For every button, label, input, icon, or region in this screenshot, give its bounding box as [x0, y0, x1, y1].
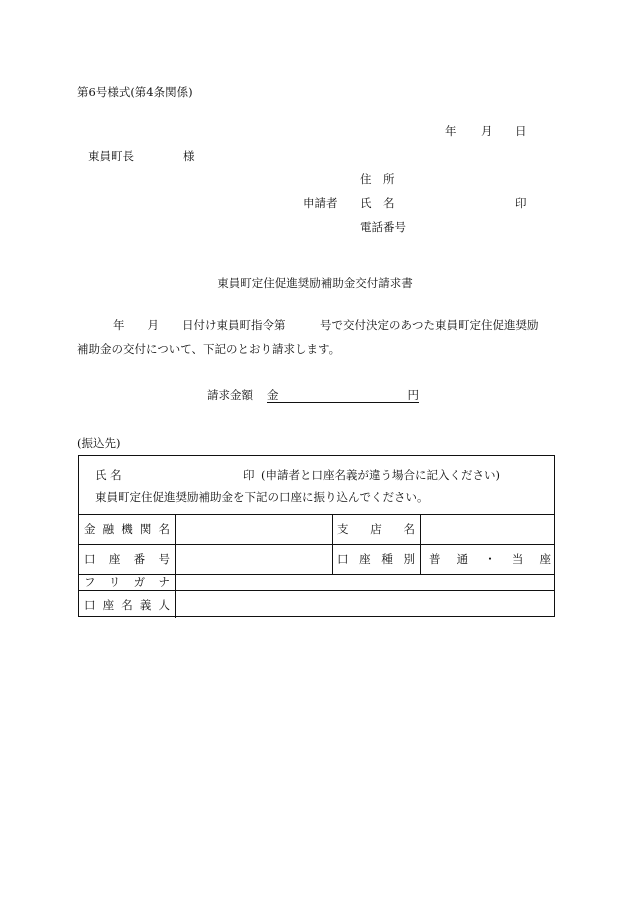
- applicant-label: 申請者: [303, 196, 338, 210]
- transfer-account-table: [78, 455, 555, 617]
- applicant-address-label: 住 所: [360, 172, 395, 186]
- date-month-label: 月: [481, 124, 493, 138]
- furigana-field[interactable]: [176, 575, 555, 590]
- body-text-line-2: 補助金の交付について、下記のとおり請求します。: [77, 342, 341, 356]
- account-type-label: 口 座 種 別: [337, 552, 415, 566]
- claim-amount-field[interactable]: [267, 388, 419, 403]
- transfer-instruction: 東員町定住促進奨励補助金を下記の口座に振り込んでください。: [95, 490, 429, 504]
- transfer-seal-mark: 印: [243, 468, 255, 482]
- branch-name-label: 支 店 名: [337, 522, 415, 536]
- furigana-label: フ リ ガ ナ: [84, 575, 170, 589]
- claim-amount-yen: 円: [407, 388, 419, 402]
- account-holder-field[interactable]: [176, 591, 555, 617]
- bank-name-field[interactable]: [176, 515, 332, 544]
- claim-amount-label: 請求金額: [207, 388, 253, 402]
- account-holder-label: 口 座 名 義 人: [84, 598, 170, 612]
- account-number-field[interactable]: [176, 545, 332, 574]
- bank-name-label: 金 融 機 関 名: [84, 522, 170, 536]
- document-title: 東員町定住促進奨励補助金交付請求書: [217, 276, 413, 290]
- claim-amount-prefix: 金: [267, 388, 279, 402]
- addressee: 東員町長: [88, 149, 134, 163]
- account-type-options[interactable]: 普 通 ・ 当 座: [429, 552, 551, 566]
- applicant-phone-label: 電話番号: [360, 220, 406, 234]
- body-text-line-1: 年 月 日付け東員町指令第 号で交付決定のあつた東員町定住促進奨励: [113, 318, 539, 332]
- date-day-label: 日: [515, 124, 527, 138]
- applicant-seal-mark: 印: [515, 196, 527, 210]
- table-divider: [332, 514, 333, 574]
- transfer-name-label: 氏 名: [95, 468, 122, 482]
- honorific: 様: [183, 149, 195, 163]
- transfer-note: (申請者と口座名義が違う場合に記入ください): [261, 468, 500, 482]
- applicant-name-label: 氏 名: [360, 196, 395, 210]
- form-number: 第6号様式(第4条関係): [77, 85, 193, 99]
- account-number-label: 口 座 番 号: [84, 552, 170, 566]
- transfer-destination-label: (振込先): [77, 436, 121, 450]
- date-year-label: 年: [445, 124, 457, 138]
- branch-name-field[interactable]: [421, 515, 555, 544]
